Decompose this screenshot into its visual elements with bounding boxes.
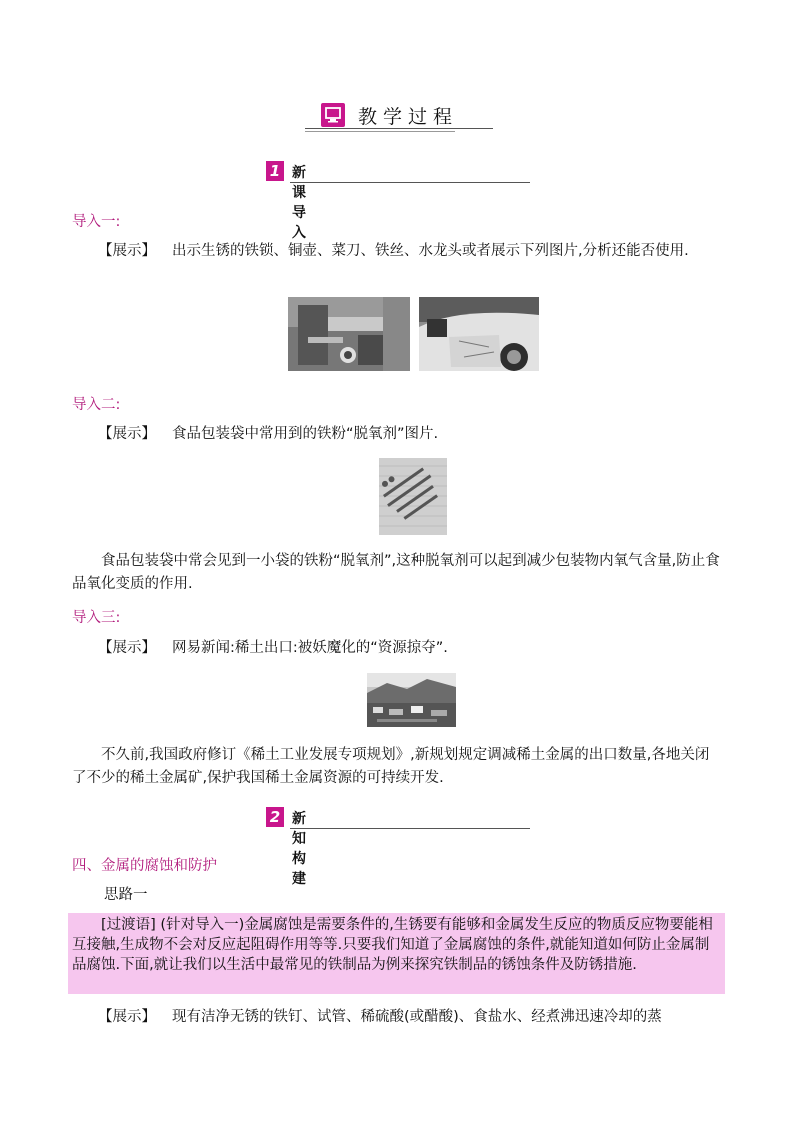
rusty-car-photo	[419, 297, 539, 371]
intro2-paragraph: 食品包装袋中常会见到一小袋的铁粉“脱氧剂”,这种脱氧剂可以起到减少包装物内氧气含量,防止食品氧化变质的作用.	[72, 553, 720, 592]
intro3-text: 网易新闻:稀土出口:被妖魔化的“资源掠夺”.	[172, 640, 448, 656]
show-tag: 【展示】	[98, 640, 156, 656]
part4-show	[72, 1006, 722, 1029]
intro2-text: 食品包装袋中常用到的铁粉“脱氧剂”图片.	[172, 426, 439, 442]
intro1-show	[72, 240, 722, 263]
part4-show-text: 现有洁净无锈的铁钉、试管、稀硫酸(或醋酸)、食盐水、经煮沸迅速冷却的蒸	[172, 1009, 662, 1025]
show-tag: 【展示】	[98, 243, 156, 259]
intro3-label: 导入三:	[72, 610, 121, 626]
intro3-paragraph: 不久前,我国政府修订《稀土工业发展专项规划》,新规划规定调减稀土金属的出口数量,各地关闭了不少的稀土金属矿,保护我国稀土金属资源的可持续开发.	[72, 747, 710, 786]
header-rule-short	[305, 131, 455, 132]
transition-paragraph: [过渡语] (针对导入一)金属腐蚀是需要条件的,生锈要有能够和金属发生反应的物质反应物要能相互接触,生成物不会对反应起阻碍作用等等.只要我们知道了金属腐蚀的条件,就能知道如何防止金属制品腐蚀.下面,就让我们以生活中最常见的铁制品为例来探究铁制品的锈蚀条件及防锈措施.	[72, 917, 713, 973]
part4-heading: 四、金属的腐蚀和防护	[72, 858, 217, 874]
intro1-text: 出示生锈的铁锁、铜壶、菜刀、铁丝、水龙头或者展示下列图片,分析还能否使用.	[172, 243, 689, 259]
header-rule	[305, 128, 493, 129]
show-tag: 【展示】	[98, 1009, 156, 1025]
section-title: 新课导入	[292, 165, 306, 241]
page-title: 教学过程	[358, 106, 459, 128]
show-tag: 【展示】	[98, 426, 156, 442]
rusty-pipes-photo	[288, 297, 410, 371]
intro1-label: 导入一:	[72, 214, 121, 230]
intro2-label: 导入二:	[72, 397, 121, 413]
header-icon-box	[321, 103, 345, 127]
section-title: 新知构建	[292, 811, 306, 887]
section-number: 1	[266, 161, 284, 181]
deoxidizer-packet-photo	[379, 458, 447, 535]
part4-sub: 思路一	[104, 887, 148, 903]
intro3-show	[72, 637, 722, 660]
section-number: 2	[266, 807, 284, 827]
rare-earth-mine-photo	[367, 673, 456, 727]
intro2-show	[72, 423, 722, 446]
